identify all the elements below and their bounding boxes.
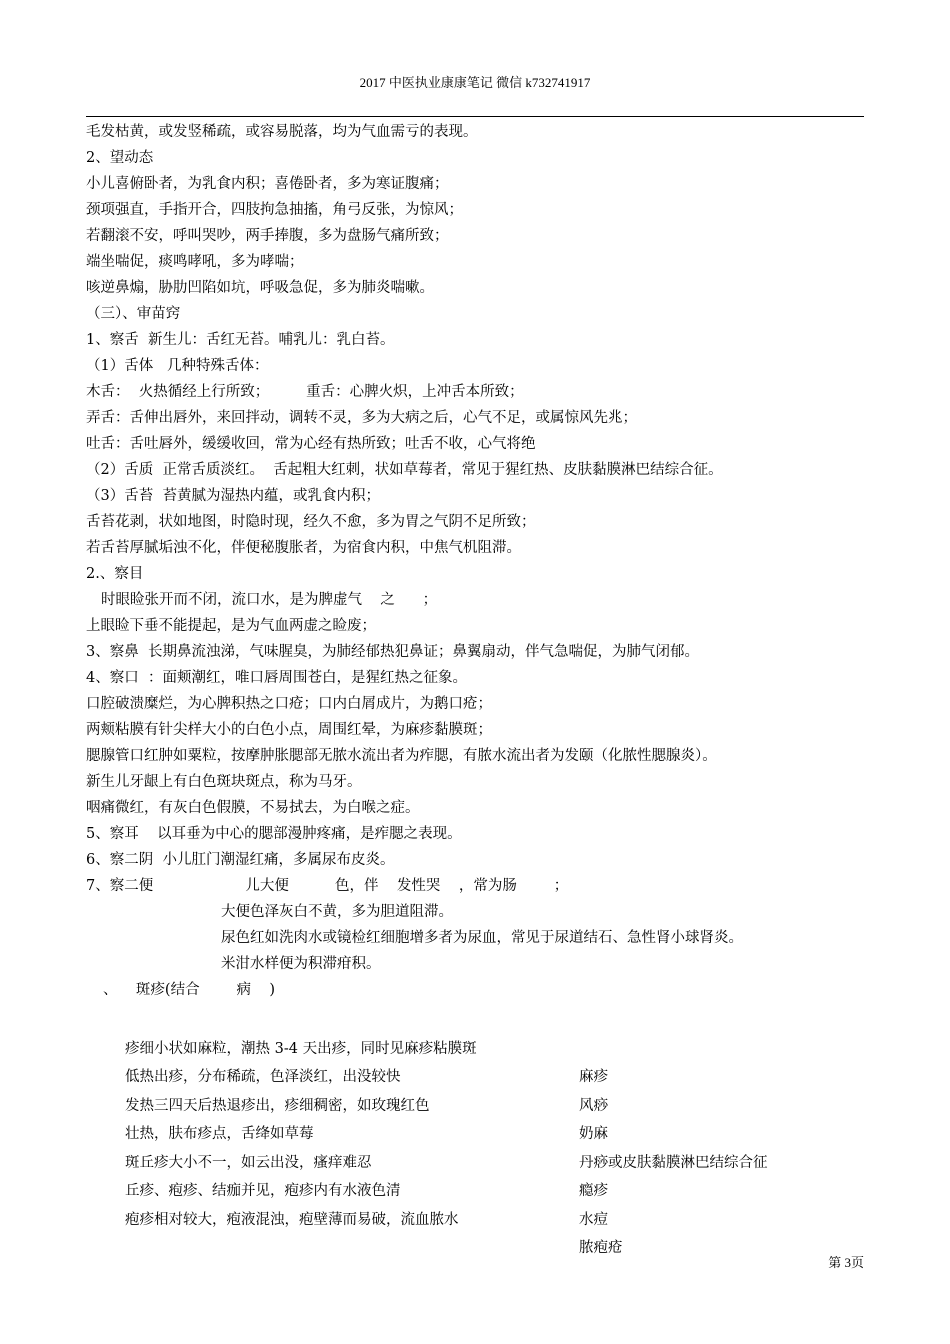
- text-line: 吐舌：舌吐唇外，缓缓收回，常为心经有热所致；吐舌不收，心气将绝: [86, 436, 536, 452]
- rash-disease: 水痘: [579, 1211, 608, 1228]
- text-line: 米泔水样便为积滞疳积。: [221, 956, 381, 972]
- rash-description: 发热三四天后热退疹出，疹细稠密，如玫瑰红色: [125, 1097, 430, 1114]
- rash-description: 低热出疹，分布稀疏，色泽淡红，出没较快: [125, 1069, 401, 1085]
- text-line: 4、察口 ：面颊潮红，唯口唇周围苍白，是猩红热之征象。: [86, 670, 467, 686]
- text-line: 口腔破溃糜烂，为心脾积热之口疮；口内白屑成片，为鹅口疮；: [86, 696, 492, 712]
- text-line: 端坐喘促，痰鸣哮吼，多为哮喘；: [86, 254, 304, 270]
- text-line: 弄舌：舌伸出唇外，来回拌动，调转不灵，多为大病之后，心气不足，或属惊风先兆；: [86, 410, 637, 426]
- section-heading: 2.、察目: [86, 566, 144, 582]
- rash-disease: 麻疹: [579, 1069, 608, 1085]
- text-line: 腮腺管口红肿如粟粒，按摩肿胀腮部无脓水流出者为痄腮，有脓水流出者为发颐（化脓性腮腺炎）。: [86, 748, 717, 764]
- document-body: [86, 119, 876, 1003]
- text-line: 小儿喜俯卧者，为乳食内积；喜倦卧者，多为寒证腹痛；: [86, 176, 449, 192]
- text-line: 舌苔花剥，状如地图，时隐时现，经久不愈，多为胃之气阴不足所致；: [86, 514, 536, 530]
- rash-description: 疱疹相对较大，疱液混浊，疱壁薄而易破，流血脓水: [125, 1211, 459, 1228]
- rash-disease: 瘾疹: [579, 1183, 608, 1199]
- text-line: 尿色红如洗肉水或镜检红细胞增多者为尿血，常见于尿道结石、急性肾小球肾炎。: [221, 930, 743, 946]
- section-heading: 、 斑疹(结合 病 ): [103, 982, 276, 998]
- text-line: 毛发枯黄，或发竖稀疏，或容易脱落，均为气血需亏的表现。: [86, 124, 478, 140]
- text-line: 两颊粘膜有针尖样大小的白色小点，周围红晕，为麻疹黏膜斑；: [86, 722, 492, 738]
- text-line: 5、察耳 以耳垂为中心的腮部漫肿疼痛，是痄腮之表现。: [86, 826, 462, 842]
- header-divider: [86, 116, 864, 117]
- rash-description: 壮热，肤布疹点，舌绛如草莓: [125, 1126, 314, 1142]
- rash-description: 疹细小状如麻粒，潮热 3-4 天出疹，同时见麻疹粘膜斑: [125, 1040, 477, 1057]
- text-line: （2）舌质 正常舌质淡红。 舌起粗大红刺，状如草莓者，常见于猩红热、皮肤黏膜淋巴结综合征。: [86, 462, 723, 478]
- text-line: 咽痛微红，有灰白色假膜，不易拭去，为白喉之症。: [86, 800, 420, 816]
- text-line: 时眼睑张开而不闭，流口水，是为脾虚气 之 ；: [101, 592, 438, 608]
- rash-disease: 奶麻: [579, 1126, 608, 1142]
- text-line: 咳逆鼻煽，胁肋凹陷如坑，呼吸急促，多为肺炎喘嗽。: [86, 280, 434, 296]
- page-header: 2017 中医执业康康笔记 微信 k732741917: [359, 75, 591, 90]
- page-number: 第 3页: [828, 1255, 864, 1270]
- text-line: 新生儿牙龈上有白色斑块斑点，称为马牙。: [86, 774, 362, 790]
- text-line: （3）舌苔 苔黄腻为湿热内蕴，或乳食内积；: [86, 488, 380, 504]
- section-heading: （三）、审苗窍: [86, 306, 181, 322]
- text-line: 3、察鼻 长期鼻流浊涕，气味腥臭，为肺经郁热犯鼻证；鼻翼扇动，伴气急喘促，为肺气闭郁。: [86, 644, 699, 660]
- text-line: 大便色泽灰白不黄，多为胆道阻滞。: [221, 904, 453, 920]
- rash-disease: 风痧: [579, 1097, 608, 1114]
- text-line: 若舌苔厚腻垢浊不化，伴便秘腹胀者，为宿食内积，中焦气机阻滞。: [86, 540, 521, 556]
- text-line: 颈项强直，手指开合，四肢拘急抽搐，角弓反张，为惊风；: [86, 202, 463, 218]
- section-heading: 2、望动态: [86, 150, 154, 166]
- text-line: 若翻滚不安，呼叫哭吵，两手捧腹，多为盘肠气痛所致；: [86, 228, 449, 244]
- rash-description: 斑丘疹大小不一，如云出没，瘙痒难忍: [125, 1154, 372, 1171]
- text-line: 7、察二便 儿大便 色，伴 发性哭 ，常为肠 ；: [86, 878, 569, 894]
- text-line: 6、察二阴 小儿肛门潮湿红痛，多属尿布皮炎。: [86, 852, 395, 868]
- rash-disease: 脓疱疮: [579, 1240, 623, 1256]
- text-line: 木舌： 火热循经上行所致； 重舌：心脾火炽，上冲舌本所致；: [86, 384, 524, 400]
- subsection-heading: （1）舌体 几种特殊舌体：: [86, 358, 269, 374]
- rash-table: [125, 1006, 865, 1256]
- rash-description: 丘疹、疱疹、结痂并见，疱疹内有水液色清: [125, 1183, 401, 1199]
- text-line: 上眼睑下垂不能提起，是为气血两虚之睑废；: [86, 618, 376, 634]
- rash-disease: 丹痧或皮肤黏膜淋巴结综合征: [579, 1154, 768, 1171]
- text-line: 1、察舌 新生儿：舌红无苔。哺乳儿：乳白苔。: [86, 332, 395, 348]
